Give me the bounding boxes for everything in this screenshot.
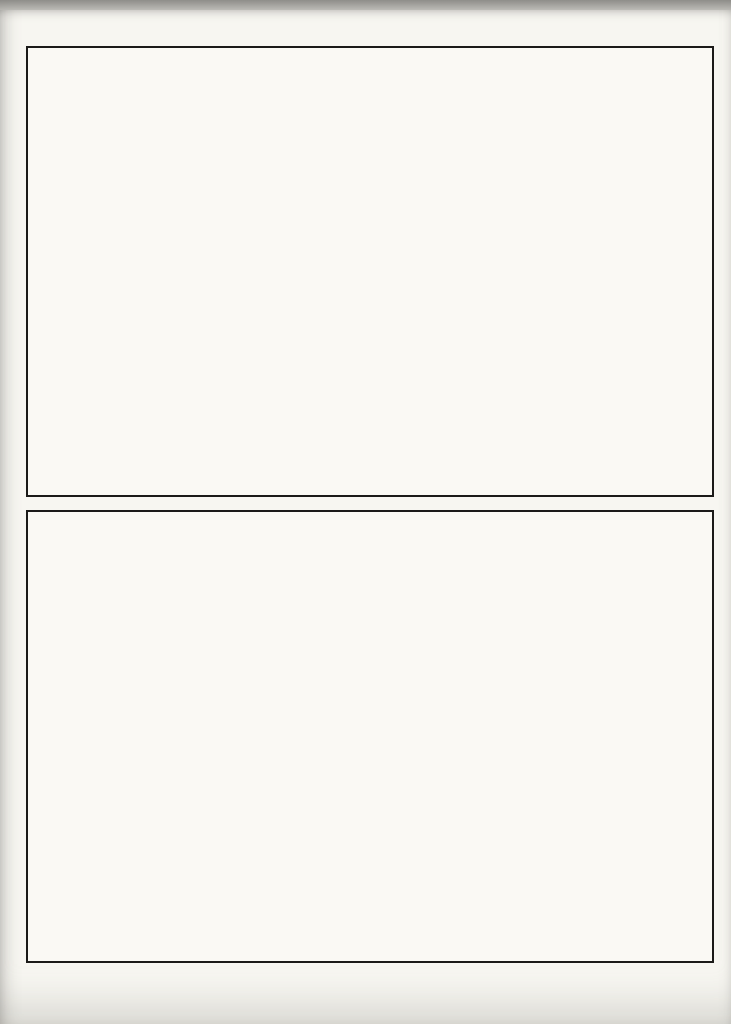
roster-table-bottom	[26, 510, 714, 963]
roster-table-top	[26, 46, 714, 497]
scan-edge-shadow	[0, 0, 731, 10]
